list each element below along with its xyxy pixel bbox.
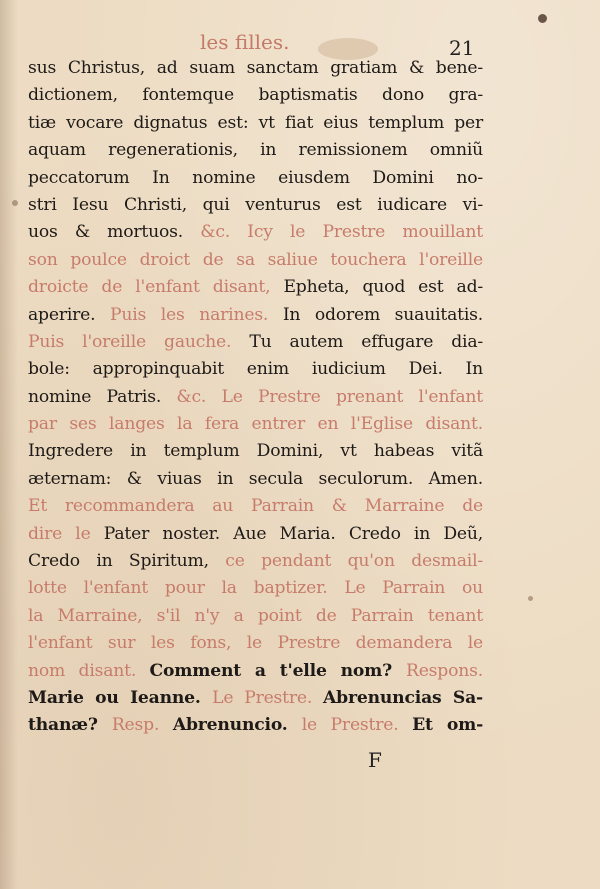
text-line — [28, 302, 483, 329]
rubric-text: par ses langes la fera entrer en l'Eglise disant. — [28, 414, 483, 435]
text-line — [28, 685, 483, 712]
text-line — [28, 466, 483, 493]
rubric-text: Respons. — [405, 660, 483, 681]
page-number: 21 — [449, 36, 475, 60]
rubric-text: la Marraine, s'il n'y a point de Parrain tenant — [28, 605, 483, 626]
body-text-segment: Abrenuncias Sa- — [323, 687, 483, 708]
rubric-text: Le Prestre. — [212, 687, 324, 708]
text-line — [28, 55, 483, 82]
rubric-text: nom disant. — [28, 660, 150, 681]
body-text-segment: Marie ou Ieanne. — [28, 687, 213, 708]
text-line — [28, 658, 483, 685]
signature-mark: F — [368, 748, 382, 772]
rubric-text: Resp. — [111, 715, 173, 736]
body-text — [28, 55, 483, 740]
page-fold-shadow — [0, 0, 18, 889]
rubric-text: Puis les narines. — [110, 304, 283, 325]
text-line — [28, 411, 483, 438]
body-text-segment: Ephеta, quod est ad- — [283, 277, 483, 298]
text-line — [28, 192, 483, 219]
body-text-segment: thanæ? — [28, 715, 112, 736]
text-line — [28, 329, 483, 356]
foxing-spot — [12, 200, 18, 206]
text-line — [28, 384, 483, 411]
rubric-text: l'enfant sur les fons, le Prestre demandera le — [28, 633, 483, 654]
text-line — [28, 274, 483, 301]
rubric-text: Puis l'oreille gauche. — [28, 331, 250, 352]
body-text-segment: bole: appropinquabit enim iudicium Dei. In — [28, 359, 483, 380]
text-line — [28, 548, 483, 575]
body-text-segment: Credo in Spiritum, — [28, 551, 226, 572]
text-line — [28, 82, 483, 109]
text-line — [28, 247, 483, 274]
text-line — [28, 137, 483, 164]
body-text-segment: peccatorum In nomine eiusdem Domini no- — [28, 167, 483, 188]
foxing-spot — [538, 14, 547, 23]
rubric-text: son poulce droict de sa saliue touchera l'oreille — [28, 249, 483, 270]
running-head: les filles. — [200, 30, 290, 54]
body-text-segment: In odorem suauitatis. — [282, 304, 484, 325]
body-text-segment: æternam: & viuas in secula seculorum. Amen. — [28, 468, 483, 489]
text-line — [28, 165, 483, 192]
text-line — [28, 712, 483, 739]
body-text-segment: tiæ vocare dignatus est: vt fiat eius templum per — [28, 112, 483, 133]
body-text-segment: Comment a t'elle nom? — [149, 660, 406, 681]
body-text-segment: dictionem, fontemque baptismatis dono gra- — [28, 85, 483, 106]
rubric-text: le Prestre. — [301, 715, 413, 736]
text-line — [28, 521, 483, 548]
body-text-segment: Pater noster. Aue Maria. Credo in Deũ, — [103, 523, 483, 544]
text-line — [28, 493, 483, 520]
body-text-segment: Et om- — [412, 715, 484, 736]
body-text-segment: Ingredere in templum Domini, vt habeas vitã — [28, 441, 483, 462]
text-line — [28, 219, 483, 246]
body-text-segment: sus Christus, ad suam sanctam gratiam & bene- — [28, 58, 483, 78]
body-text-segment: uos & mortuos. — [28, 222, 201, 243]
body-text-segment: nomine Patris. — [28, 386, 177, 407]
rubric-text: droicte de l'enfant disant, — [28, 277, 284, 298]
body-text-segment: aperire. — [28, 304, 110, 325]
body-text-segment: Tu autem effugare dia- — [249, 331, 484, 352]
rubric-text: Et recommandera au Parrain & Marraine de — [28, 496, 483, 517]
rubric-text: &c. Icy le Prestre mouillant — [200, 222, 483, 243]
body-text-segment: aquam regenerationis, in remissionem omniũ — [28, 140, 483, 161]
foxing-spot — [528, 596, 533, 601]
rubric-text: dire le — [28, 523, 104, 544]
body-text-segment: stri Iesu Christi, qui venturus est iudicare vi- — [28, 194, 483, 215]
text-line — [28, 110, 483, 137]
rubric-text: &c. Le Prestre prenant l'enfant — [176, 386, 483, 407]
text-line — [28, 630, 483, 657]
text-line — [28, 438, 483, 465]
body-text-segment: Abrenuncio. — [172, 715, 302, 736]
rubric-text: lotte l'enfant pour la baptizer. Le Parrain ou — [28, 578, 483, 599]
text-line — [28, 356, 483, 383]
text-line — [28, 603, 483, 630]
text-line — [28, 575, 483, 602]
rubric-text: ce pendant qu'on desmail- — [225, 551, 483, 572]
